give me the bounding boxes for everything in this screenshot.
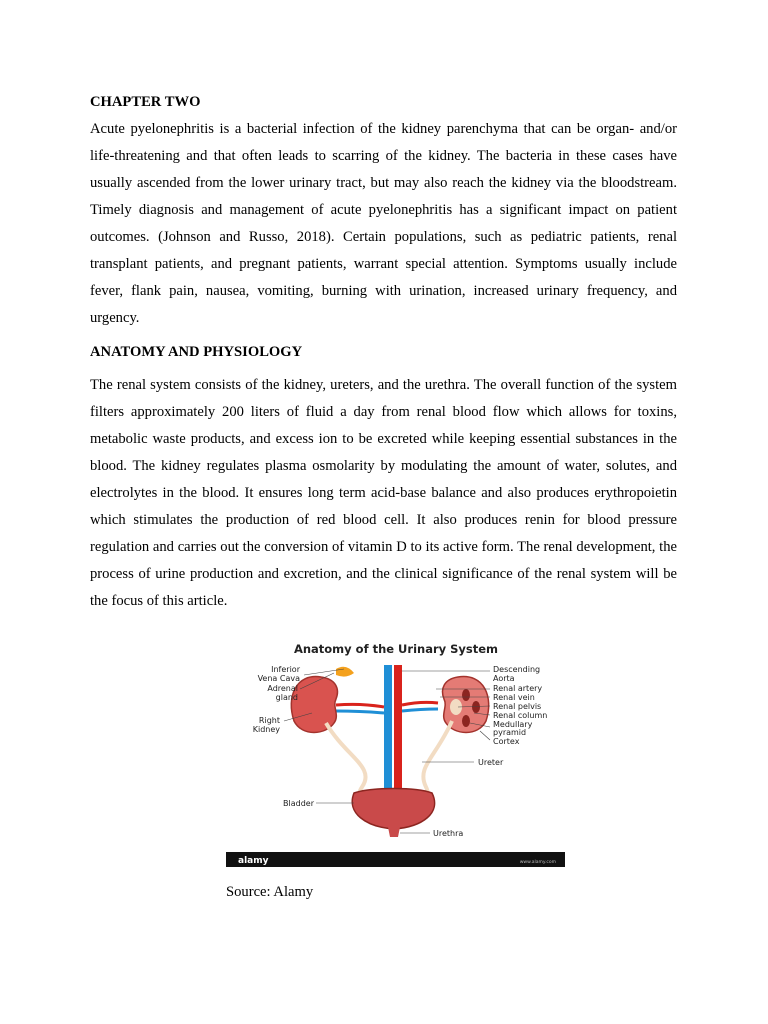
watermark-bar: [226, 852, 565, 867]
label-renal-column: Renal column: [493, 711, 548, 720]
vena-cava-shape: [384, 665, 392, 795]
watermark-logo: alamy: [238, 856, 269, 866]
urinary-system-figure: [226, 637, 565, 867]
label-ureter: Ureter: [478, 758, 504, 767]
medullary-pyramid-shape: [472, 701, 480, 713]
label-medullary-2: pyramid: [493, 728, 527, 737]
label-aorta-1: Descending: [493, 665, 541, 674]
right-renal-artery: [336, 704, 384, 707]
right-renal-vein: [336, 711, 384, 713]
label-renal-vein: Renal vein: [493, 693, 535, 702]
label-ivc-2: Vena Cava: [257, 674, 300, 683]
label-bladder: Bladder: [283, 799, 314, 808]
label-adrenal-1: Adrenal: [267, 684, 298, 693]
label-urethra: Urethra: [433, 829, 464, 838]
label-renal-artery: Renal artery: [493, 684, 543, 693]
right-kidney-shape: [291, 677, 337, 733]
label-adrenal-2: gland: [275, 693, 298, 702]
intro-paragraph: Acute pyelonephritis is a bacterial infection of the kidney parenchyma that can be organ- and/or life-threatening and that often leads to scarring of the kidney. The bacteria in these cases have usually ascended from the lower urinary tract, but may also reach the kidney via the bloodstream. Timely diagnosis and management of acute pyelonephritis has a significant impact on patient outcomes. (Johnson and Russo, 2018). Certain populations, such as pediatric patients, renal transplant patients, and pregnant patients, warrant special attention. Symptoms usually include fever, flank pain, nausea, vomiting, burning with urination, increased urinary frequency, and urgency.: [90, 121, 677, 326]
medullary-pyramid-shape: [462, 689, 470, 701]
label-medullary-1: Medullary: [493, 720, 533, 729]
adrenal-gland-shape: [336, 667, 354, 677]
urinary-system-diagram: [226, 637, 565, 867]
anatomy-paragraph: The renal system consists of the kidney, ureters, and the urethra. The overall function of the system filters approximately 200 liters of fluid a day from renal blood flow which allows for toxins, metabolic waste products, and excess ion to be excreted while keeping essential substances in the blood. The kidney regulates plasma osmolarity by modulating the amount of water, solutes, and electrolytes in the blood. It ensures long term acid-base balance and also produces erythropoietin which stimulates the production of red blood cell. It also produces renin for blood pressure regulation and carries out the conversion of vitamin D to its active form. The renal development, the process of urine production and excretion, and the clinical significance of the renal system will be the focus of this article.: [90, 377, 677, 609]
document-body: [90, 92, 677, 615]
label-right-kidney-2: Kidney: [252, 725, 280, 734]
label-ivc-1: Inferior: [271, 665, 300, 674]
left-ureter-shape: [420, 721, 452, 801]
label-renal-pelvis: Renal pelvis: [493, 702, 542, 711]
label-cortex: Cortex: [493, 737, 520, 746]
left-renal-artery: [402, 702, 438, 705]
chapter-heading: CHAPTER TWO: [90, 94, 201, 110]
aorta-shape: [394, 665, 402, 795]
urethra-shape: [388, 827, 400, 837]
medullary-pyramid-shape: [462, 715, 470, 727]
figure-title: Anatomy of the Urinary System: [293, 642, 499, 656]
bladder-shape: [352, 789, 434, 830]
cortex-leader: [480, 731, 490, 740]
watermark-url: www.alamy.com: [519, 860, 556, 865]
section-heading: ANATOMY AND PHYSIOLOGY: [90, 344, 303, 360]
label-right-kidney-1: Right: [258, 716, 280, 725]
label-aorta-2: Aorta: [493, 674, 515, 683]
left-renal-vein: [402, 709, 438, 711]
figure-caption: Source: Alamy: [226, 884, 314, 900]
right-ureter-shape: [326, 723, 366, 801]
